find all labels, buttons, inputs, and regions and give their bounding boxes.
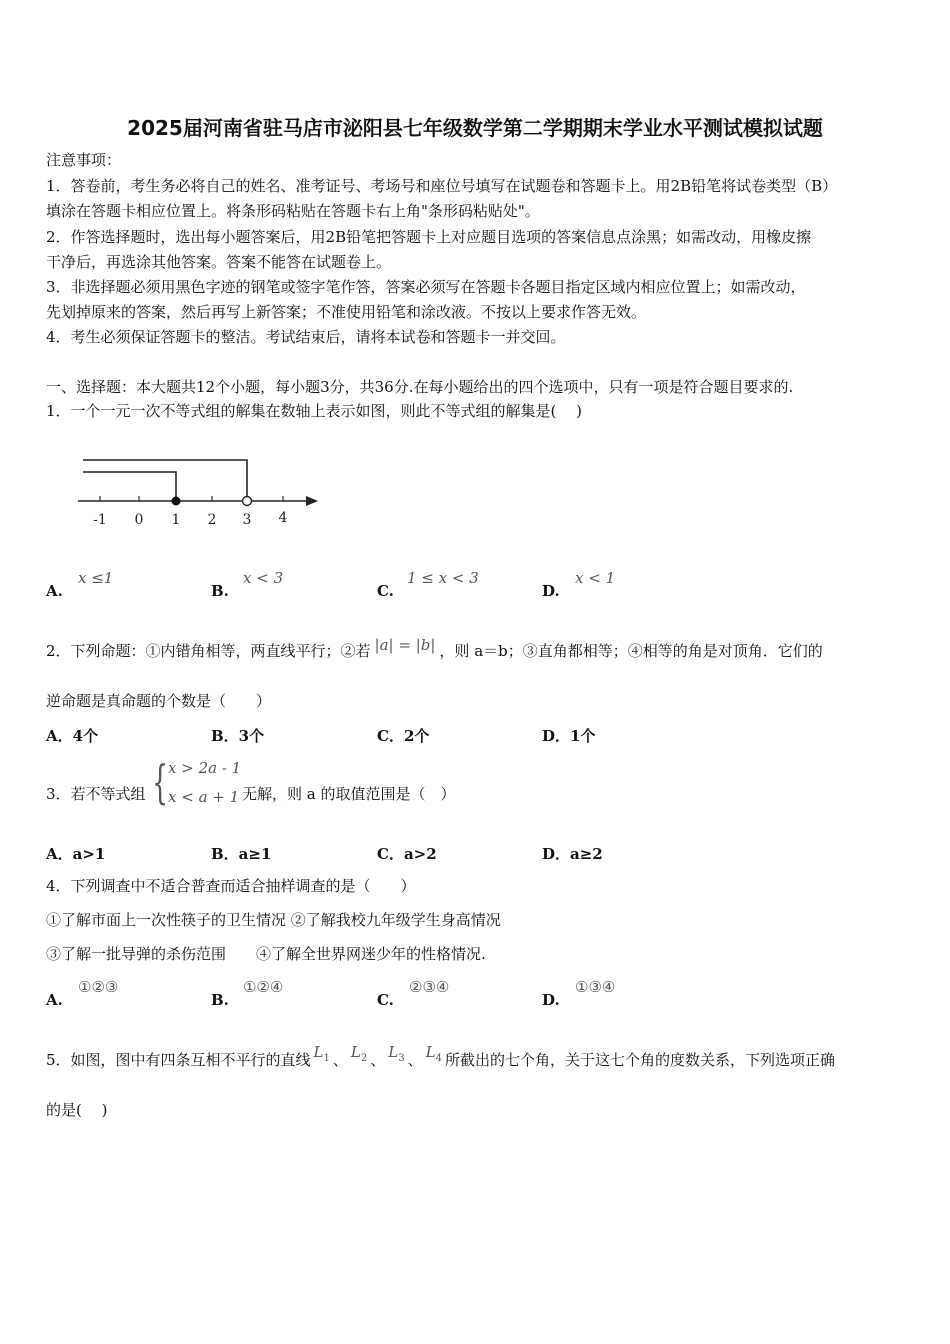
q2-option-b[interactable]: B．3个 bbox=[211, 727, 265, 745]
q1-option-d-math: x < 1 bbox=[575, 569, 616, 587]
left-brace: { bbox=[152, 755, 169, 809]
q4-item-line1: ①了解市面上一次性筷子的卫生情况 ②了解我校九年级学生身高情况 bbox=[46, 911, 501, 929]
q2-stem-b: ，则 a＝b；③直角都相等；④相等的角是对顶角．它们的 bbox=[439, 642, 823, 660]
notice-line: 干净后，再选涂其他答案。答案不能答在试题卷上。 bbox=[46, 253, 392, 271]
number-line-figure bbox=[70, 452, 330, 532]
q4-option-d-math: ①③④ bbox=[575, 978, 616, 996]
q5-stem-a: 5．如图，图中有四条互相不平行的直线 bbox=[46, 1051, 311, 1069]
q2-stem-math: |a| = |b| bbox=[374, 636, 436, 654]
q3-option-d[interactable]: D．a≥2 bbox=[542, 845, 603, 863]
line-l4: $L_4$ bbox=[425, 1043, 442, 1064]
q5-stem-b: 所截出的七个角，关于这七个角的度数关系，下列选项正确 bbox=[444, 1051, 835, 1069]
section-heading: 一、选择题：本大题共12个小题，每小题3分，共36分.在每小题给出的四个选项中，只有一项是符合题目要求的. bbox=[46, 378, 794, 396]
closed-point bbox=[172, 497, 181, 506]
tick-label: 4 bbox=[278, 510, 288, 526]
q1-option-b-math: x < 3 bbox=[243, 569, 284, 587]
separator: 、 bbox=[332, 1051, 348, 1069]
bar-x-le-1 bbox=[83, 472, 176, 501]
q1-option-a-math: x ≤1 bbox=[78, 569, 114, 587]
q4-option-b-label[interactable]: B. bbox=[211, 991, 229, 1009]
notice-line: 先划掉原来的答案，然后再写上新答案；不准使用铅笔和涂改液。不按以上要求作答无效。 bbox=[46, 303, 647, 321]
q4-option-c-label[interactable]: C. bbox=[377, 991, 394, 1009]
q4-option-a-label[interactable]: A. bbox=[46, 991, 63, 1009]
tick-label: 1 bbox=[171, 512, 181, 528]
q3-inequality-2: x < a + 1 bbox=[168, 788, 240, 806]
q4-option-a-math: ①②③ bbox=[78, 978, 119, 996]
open-point bbox=[243, 497, 252, 506]
q4-option-b-math: ①②④ bbox=[243, 978, 284, 996]
q3-stem-b: 无解，则 a 的取值范围是（ ） bbox=[242, 785, 456, 803]
tick-label: 0 bbox=[134, 512, 144, 528]
tick-label: 3 bbox=[242, 512, 252, 528]
notice-line: 2．作答选择题时，选出每小题答案后，用2B铅笔把答题卡上对应题目选项的答案信息点涂黑；如需改动，用橡皮擦 bbox=[46, 228, 812, 246]
notice-line: 4．考生必须保证答题卡的整洁。考试结束后，请将本试卷和答题卡一并交回。 bbox=[46, 328, 566, 346]
q2-option-a[interactable]: A．4个 bbox=[46, 727, 99, 745]
q3-inequality-1: x > 2a - 1 bbox=[168, 759, 242, 777]
q2-stem-line1 bbox=[46, 636, 823, 661]
q5-stem-line2: 的是( ) bbox=[46, 1101, 108, 1119]
q3-option-c[interactable]: C．a>2 bbox=[377, 845, 437, 863]
q5-stem-line1 bbox=[46, 1043, 835, 1077]
q1-option-b-label[interactable]: B. bbox=[211, 582, 229, 600]
q2-option-d[interactable]: D．1个 bbox=[542, 727, 596, 745]
q2-option-c[interactable]: C．2个 bbox=[377, 727, 430, 745]
tick-label: -1 bbox=[93, 512, 107, 528]
page-title: 2025届河南省驻马店市泌阳县七年级数学第二学期期末学业水平测试模拟试题 bbox=[127, 116, 823, 140]
q4-option-c-math: ②③④ bbox=[409, 978, 450, 996]
line-l2: $L_2$ bbox=[350, 1043, 368, 1064]
q3-option-b[interactable]: B．a≥1 bbox=[211, 845, 272, 863]
q1-stem: 1．一个一元一次不等式组的解集在数轴上表示如图，则此不等式组的解集是( ) bbox=[46, 402, 583, 420]
q4-stem: 4．下列调查中不适合普查而适合抽样调查的是（ ） bbox=[46, 877, 416, 895]
q4-option-d-label[interactable]: D. bbox=[542, 991, 560, 1009]
separator: 、 bbox=[407, 1051, 423, 1069]
q3-stem-a: 3．若不等式组 bbox=[46, 785, 146, 803]
q1-option-d-label[interactable]: D. bbox=[542, 582, 560, 600]
q1-option-c-label[interactable]: C. bbox=[377, 582, 394, 600]
line-l3: $L_3$ bbox=[388, 1043, 405, 1064]
q1-option-c-math: 1 ≤ x < 3 bbox=[407, 569, 479, 587]
q3-option-a[interactable]: A．a>1 bbox=[46, 845, 106, 863]
notice-line: 3．非选择题必须用黑色字迹的钢笔或签字笔作答，答案必须写在答题卡各题目指定区域内相应位置上；如需改动， bbox=[46, 278, 806, 296]
q2-stem-line2: 逆命题是真命题的个数是（ ） bbox=[46, 692, 272, 710]
separator: 、 bbox=[370, 1051, 386, 1069]
axis-arrow bbox=[306, 496, 318, 506]
bar-x-lt-3 bbox=[83, 460, 247, 501]
q4-item-line2: ③了解一批导弹的杀伤范围 ④了解全世界网迷少年的性格情况. bbox=[46, 945, 486, 963]
notice-line: 1．答卷前，考生务必将自己的姓名、准考证号、考场号和座位号填写在试题卷和答题卡上。用2B铅笔将试卷类型（B） bbox=[46, 177, 838, 195]
line-l1: $L_1$ bbox=[313, 1043, 330, 1064]
q2-stem-a: 2．下列命题：①内错角相等，两直线平行；②若 bbox=[46, 642, 371, 660]
q1-option-a-label[interactable]: A. bbox=[46, 582, 63, 600]
notice-line: 填涂在答题卡相应位置上。将条形码粘贴在答题卡右上角"条形码粘贴处"。 bbox=[46, 202, 540, 220]
tick-label: 2 bbox=[207, 512, 217, 528]
notice-heading: 注意事项： bbox=[46, 151, 122, 169]
